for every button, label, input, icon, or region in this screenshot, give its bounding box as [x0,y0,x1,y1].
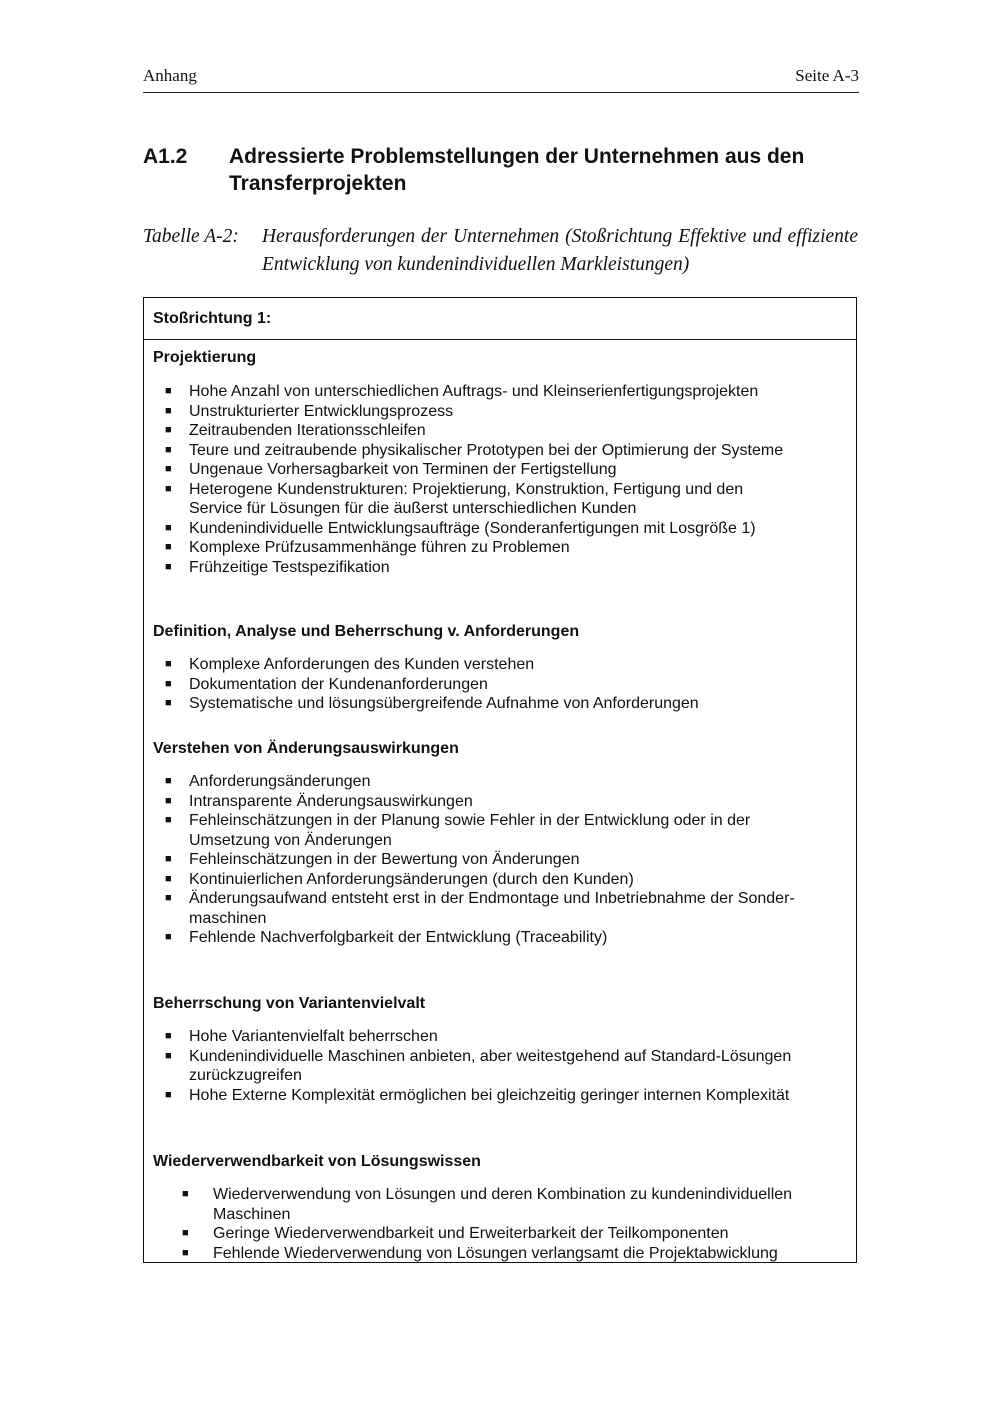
bullet-icon: ■ [165,424,172,436]
bullet-icon: ■ [165,385,172,397]
list-item: ■ Wiederverwendung von Lösungen und deren Kombination zu kundenindividuellen Maschinen [182,1186,793,1223]
bullet-icon: ■ [182,1188,189,1200]
list-projektierung [144,382,844,577]
bullet-icon: ■ [165,853,172,865]
caption-label: Tabelle A-2: [143,226,239,247]
block-title-aenderungen: Verstehen von Änderungsauswirkungen [153,740,459,757]
bullet-icon: ■ [165,463,172,475]
list-item: ■ Intransparente Änderungsauswirkungen [165,792,473,810]
bullet-icon: ■ [165,697,172,709]
section-title: Adressierte Problemstellungen der Unternehmen aus den Transferprojekten [229,145,805,195]
list-aenderungen [144,772,844,948]
list-item: ■ Fehleinschätzungen in der Planung sowie Fehler in der Entwicklung oder in der Umsetzung von Änderungen [165,812,751,849]
section-number: A1.2 [143,145,188,168]
bullet-icon: ■ [165,931,172,943]
list-item: ■ Komplexe Prüfzusammenhänge führen zu Problemen [165,539,570,556]
bullet-icon: ■ [165,521,172,534]
list-item: ■ Hohe Externe Komplexität ermöglichen bei gleichzeitig geringer internen Komplexität [165,1086,790,1104]
list-item: ■ Kundenindividuelle Maschinen anbieten, aber weitestgehend auf Standard-Lösungen zurückzugreifen [165,1047,792,1084]
bullet-icon: ■ [165,560,172,573]
bullet-icon: ■ [165,1088,172,1101]
bullet-icon: ■ [165,677,172,690]
header-page-number: Seite A-3 [795,66,859,85]
bullet-icon: ■ [165,1049,172,1062]
list-item: ■ Unstrukturierter Entwicklungsprozess [165,402,454,420]
bullet-icon: ■ [182,1227,189,1239]
bullet-icon: ■ [165,482,172,495]
list-item: ■ Anforderungsänderungen [165,773,371,790]
block-title-wiederverwendung: Wiederverwendbarkeit von Lösungswissen [153,1153,481,1170]
block-title-anforderungen: Definition, Analyse und Beherrschung v. Anforderungen [153,623,580,640]
list-item: ■ Dokumentation der Kundenanforderungen [165,675,488,693]
list-item: ■ Fehlende Wiederverwendung von Lösungen verlangsamt die Projektabwicklung [182,1244,778,1262]
list-item: ■ Heterogene Kundenstrukturen: Projektierung, Konstruktion, Fertigung und den Service für Lösungen für die äußerst unterschiedlichen Kunden [165,480,744,517]
bullet-icon: ■ [182,1246,189,1259]
list-item: ■ Komplexe Anforderungen des Kunden verstehen [165,656,535,673]
bullet-icon: ■ [165,658,172,670]
list-item: ■ Hohe Variantenvielfalt beherrschen [165,1028,438,1045]
list-item: ■ Hohe Anzahl von unterschiedlichen Auftrags- und Kleinserienfertigungsprojekten [165,383,759,400]
list-varianten [144,1027,844,1105]
list-item: ■ Systematische und lösungsübergreifende Aufnahme von Anforderungen [165,695,699,712]
block-title-projektierung: Projektierung [153,349,257,366]
bullet-icon: ■ [165,541,172,553]
header-chapter: Anhang [143,66,197,85]
bullet-icon: ■ [165,872,172,885]
list-item: ■ Ungenaue Vorhersagbarkeit von Terminen der Fertigstellung [165,461,617,478]
bullet-icon: ■ [165,892,172,904]
bullet-icon: ■ [165,814,172,826]
list-item: ■ Änderungsaufwand entsteht erst in der Endmontage und Inbetriebnahme der Sondermaschinen [165,890,795,927]
list-item: ■ Geringe Wiederverwendbarkeit und Erweiterbarkeit der Teilkomponenten [182,1225,729,1242]
table-header-cell: Stoßrichtung 1: [144,298,856,340]
block-title-varianten: Beherrschung von Variantenvielvalt [153,995,426,1012]
challenges-table [143,297,857,1263]
bullet-icon: ■ [165,404,172,417]
list-wiederverwendung [144,1185,844,1263]
bullet-icon: ■ [165,775,172,787]
list-item: ■ Kundenindividuelle Entwicklungsaufträge (Sonderanfertigungen mit Losgröße 1) [165,519,756,537]
bullet-icon: ■ [165,1030,172,1042]
list-item: ■ Teure und zeitraubende physikalischer Prototypen bei der Optimierung der Systeme [165,441,784,459]
list-item: ■ Frühzeitige Testspezifikation [165,558,390,576]
caption-text: Herausforderungen der Unternehmen (Stoßrichtung Effektive und effiziente Entwicklung von kundenindividuellen Markleistungen) [262,226,858,275]
list-anforderungen [144,655,844,714]
list-item: ■ Kontinuierlichen Anforderungsänderungen (durch den Kunden) [165,870,634,888]
list-item: ■ Fehleinschätzungen in der Bewertung von Änderungen [165,851,580,868]
bullet-icon: ■ [165,794,172,807]
list-item: ■ Zeitraubenden Iterationsschleifen [165,422,426,439]
running-header [143,66,859,93]
list-item: ■ Fehlende Nachverfolgbarkeit der Entwicklung (Traceability) [165,929,608,946]
bullet-icon: ■ [165,443,172,456]
